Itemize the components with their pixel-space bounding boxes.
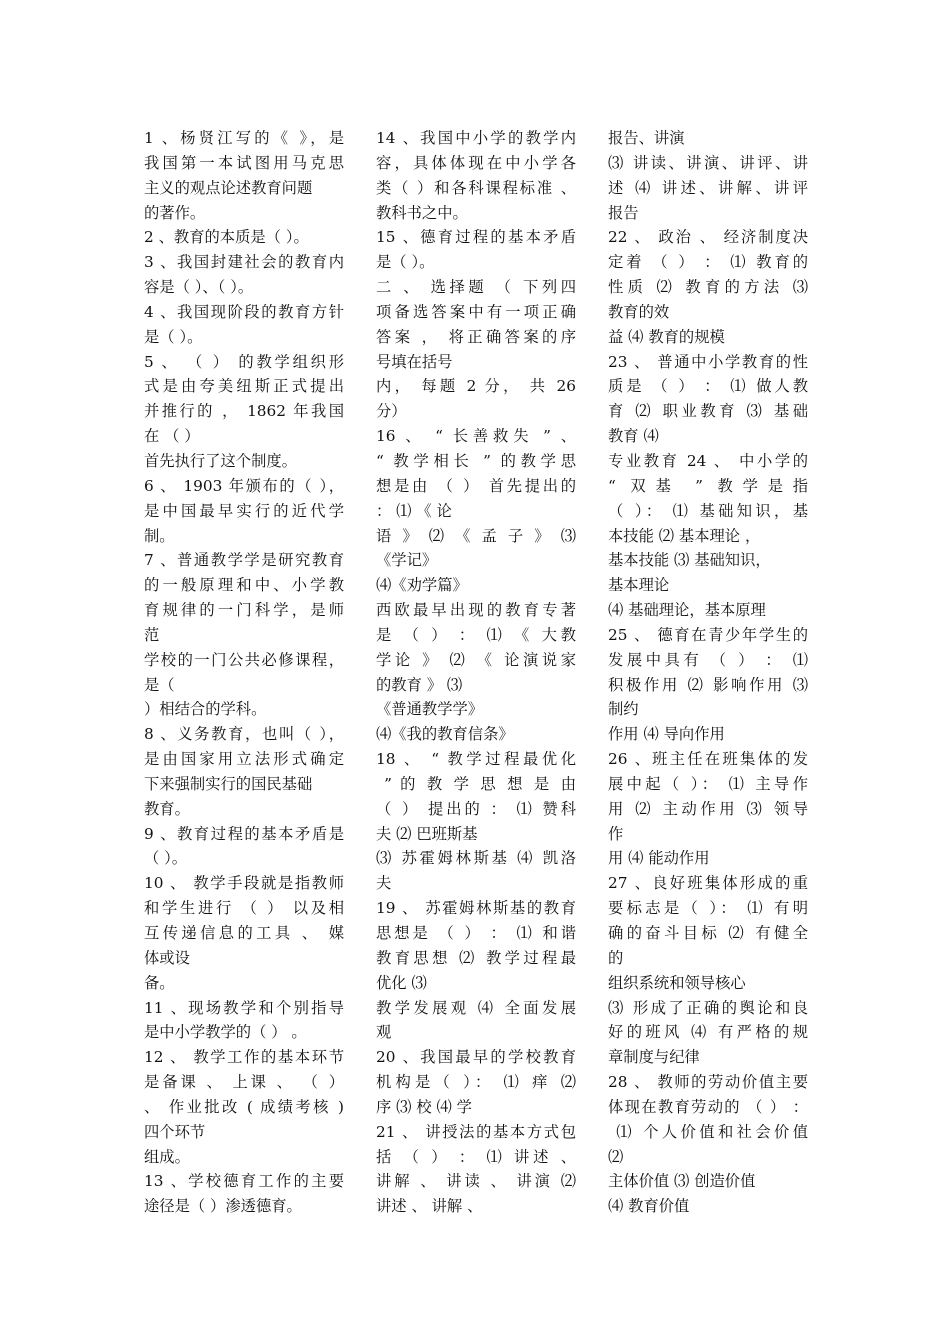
text-line: 教育 ⑷	[608, 427, 659, 446]
text-line: 互传递信息的工具 、 媒	[144, 924, 344, 942]
text-line: 报告、讲演	[608, 129, 685, 147]
text-line: 18 、 “ 教学过程最优化	[376, 750, 576, 769]
text-line: 是中国最早实行的近代学	[144, 501, 344, 520]
text-line: 12 、 教学工作的基本环节	[144, 1048, 344, 1067]
text-line: ” 的 教 学 思 想 是 由	[376, 774, 576, 793]
text-line: 教育思想 ⑵ 教学过程最	[376, 948, 576, 967]
text-line: 述 ⑷ 讲述、讲解、讲评	[608, 178, 808, 197]
text-line: 制。	[144, 526, 175, 545]
text-line: 章制度与纪律	[608, 1048, 700, 1067]
text-line: 是中小学教学的（ ） 。	[144, 1023, 307, 1042]
text-line: 7 、普通教学学是研究教育	[144, 551, 344, 570]
text-line: ⑴ 个人价值和社会价值	[608, 1122, 808, 1141]
text-line: 分）	[376, 402, 407, 421]
text-line: 是由国家用立法形式确定	[144, 750, 344, 769]
text-line: ⑶ 形成了正确的舆论和良	[608, 998, 808, 1017]
text-line: 用 ⑵ 主动作用 ⑶ 领导	[608, 799, 808, 818]
text-line: 主义的观点论述教育问题	[144, 178, 313, 197]
text-line: 23 、 普通中小学教育的性	[608, 352, 808, 371]
text-line: 内， 每题 2 分， 共 26	[376, 377, 576, 396]
text-line: 备。	[144, 973, 175, 992]
text-line: 四个环节	[144, 1122, 206, 1141]
text-line: 想是由 （ ） 首先提出的	[376, 476, 576, 495]
text-line: 的一般原理和中、小学教	[144, 576, 344, 595]
text-line: 和学生进行 （ ） 以及相	[144, 899, 344, 918]
text-line: （ ） 提出的 ： ⑴ 赞科	[376, 799, 576, 818]
text-line: 《普通教学学》	[376, 700, 484, 719]
text-line: 组成。	[144, 1147, 190, 1166]
text-line: 10 、 教学手段就是指教师	[144, 874, 344, 893]
text-line: 学论 》 ⑵ 《 论演说家	[376, 650, 576, 669]
text-line: 容，具体体现在中小学各	[376, 153, 576, 172]
text-line: ⑵	[608, 1147, 624, 1166]
text-line: 确的奋斗目标 ⑵ 有健全	[608, 924, 808, 942]
text-line: 思想是 （ ） ： ⑴ 和谐	[376, 924, 576, 942]
text-line: 21 、 讲授法的基本方式包	[376, 1122, 576, 1141]
text-line: （ ）： ⑴ 基础知识，基	[608, 501, 808, 520]
text-line: ⑷《我的教育信条》	[376, 725, 514, 744]
text-line: 4 、我国现阶段的教育方针	[144, 302, 344, 321]
text-line: 教育的效	[608, 302, 670, 321]
text-line: 22 、 政治 、 经济制度决	[608, 228, 808, 247]
text-line: 1 、杨贤江写的《 》，是	[144, 129, 344, 147]
text-line: 育规律的一门科学，是师	[144, 601, 344, 620]
text-line: 性质 ⑵ 教育的方法 ⑶	[608, 278, 808, 297]
text-line: 教育。	[144, 799, 190, 818]
text-line: 5 、 （ ） 的教学组织形	[144, 352, 344, 371]
text-line: 质是 （ ） ： ⑴ 做人教	[608, 377, 808, 396]
text-line: 讲解 、 讲读 、 讲演 ⑵	[376, 1172, 576, 1191]
text-line: 学校的一门公共必修课程，	[144, 650, 344, 669]
text-line: 首先执行了这个制度。	[144, 451, 297, 470]
text-line: 要标志是（ ）： ⑴ 有明	[608, 899, 808, 918]
text-line: ）相结合的学科。	[144, 700, 267, 719]
text-line: 观	[376, 1023, 392, 1042]
text-column-3	[608, 126, 813, 1219]
text-line: 发展中具有 （ ） ： ⑴	[608, 650, 808, 669]
text-line: 是（ ）。	[376, 253, 435, 272]
text-line: 优化 ⑶	[376, 973, 427, 992]
text-line: 、 作业批改 ( 成绩考核 )	[144, 1097, 344, 1116]
text-line: 是（ ）。	[144, 327, 203, 346]
text-line: “ 双基 ” 教学是指	[608, 476, 808, 495]
text-column-2	[376, 126, 581, 1219]
text-line: 主体价值 ⑶ 创造价值	[608, 1172, 756, 1191]
text-line: 括 （ ） ： ⑴ 讲述 、	[376, 1147, 576, 1166]
text-line: ⑷ 教育价值	[608, 1197, 690, 1216]
text-line: 夫	[376, 874, 392, 893]
text-line: 积极作用 ⑵ 影响作用 ⑶	[608, 675, 808, 694]
text-line: 作用 ⑷ 导向作用	[608, 725, 725, 744]
text-line: 19 、 苏霍姆林斯基的教育	[376, 899, 576, 918]
text-line: ： ⑴ 《 论	[376, 501, 452, 520]
text-line: ⑶ 讲读、讲演、讲评、讲	[608, 153, 808, 172]
text-line: 二 、 选择题 （ 下列四	[376, 278, 576, 297]
text-line: 基本理论	[608, 576, 670, 595]
text-line: 是 （ ） ： ⑴ 《 大教	[376, 625, 576, 644]
text-line: ⑷ 基础理论，基本原理	[608, 601, 766, 620]
text-line: 14 、我国中小学的教学内	[376, 129, 576, 147]
text-line: 2 、教育的本质是（ ）。	[144, 228, 309, 247]
text-line: 用 ⑷ 能动作用	[608, 849, 710, 868]
text-line: 27 、良好班集体形成的重	[608, 874, 808, 893]
text-line: 28 、 教师的劳动价值主要	[608, 1073, 808, 1092]
text-line: 体现在教育劳动的 （ ） ：	[608, 1097, 808, 1116]
text-line: ⑷《劝学篇》	[376, 576, 468, 595]
text-line: 体或设	[144, 948, 190, 967]
text-line: 答案 ， 将正确答案的序	[376, 327, 576, 346]
text-line: 序 ⑶ 校 ⑷ 学	[376, 1097, 472, 1116]
text-line: 机构是（ ）： ⑴ 痒 ⑵	[376, 1073, 576, 1092]
text-line: 11 、现场教学和个别指导	[144, 998, 344, 1017]
text-line: 在 （ ）	[144, 427, 200, 446]
text-line: 语 》 ⑵ 《 孟 子 》 ⑶	[376, 526, 576, 545]
text-line: 20 、我国最早的学校教育	[376, 1048, 576, 1067]
text-line: 是备课 、 上课 、 （ ）	[144, 1073, 344, 1092]
text-line: 16 、 “ 长善救失 ” 、	[376, 427, 576, 446]
text-line: 西欧最早出现的教育专著	[376, 601, 576, 620]
text-line: 讲述 、 讲解 、	[376, 1197, 483, 1216]
text-column-1	[144, 126, 349, 1219]
text-line: 容是（ ）、（ ）。	[144, 278, 254, 297]
text-line: 15 、德育过程的基本矛盾	[376, 228, 576, 247]
text-line: “ 教学相长 ” 的教学思	[376, 451, 576, 470]
text-line: 26 、班主任在班集体的发	[608, 750, 808, 769]
text-line: 9 、教育过程的基本矛盾是	[144, 824, 344, 843]
text-line: 专业教育 24 、 中小学的	[608, 451, 808, 470]
text-line: 教学发展观 ⑷ 全面发展	[376, 998, 576, 1017]
text-line: 报告	[608, 203, 639, 222]
text-line: 范	[144, 625, 160, 644]
text-line: 式是由夸美纽斯正式提出	[144, 377, 344, 396]
text-line: 途径是（ ）渗透德育。	[144, 1197, 302, 1216]
text-line: 教科书之中。	[376, 203, 468, 222]
text-line: 我国第一本试图用马克思	[144, 153, 344, 172]
text-line: 育 ⑵ 职业教育 ⑶ 基础	[608, 402, 808, 421]
text-line: （ ）。	[144, 849, 188, 868]
text-line: 《学记》	[376, 551, 438, 570]
text-line: 的著作。	[144, 203, 206, 222]
text-line: 3 、我国封建社会的教育内	[144, 253, 344, 272]
text-line: 25 、 德育在青少年学生的	[608, 625, 808, 644]
text-line: ⑶ 苏霍姆林斯基 ⑷ 凯洛	[376, 849, 576, 868]
text-line: 组织系统和领导核心	[608, 973, 746, 992]
text-line: 制约	[608, 700, 639, 719]
text-line: 夫 ⑵ 巴班斯基	[376, 824, 478, 843]
text-line: 6 、 1903 年颁布的（ ），	[144, 476, 344, 495]
text-line: 8 、义务教育，也叫（ ），	[144, 725, 344, 744]
text-line: 基本技能 ⑶ 基础知识，	[608, 551, 771, 570]
text-line: 本技能 ⑵ 基本理论 ，	[608, 526, 761, 545]
text-line: 13 、学校德育工作的主要	[144, 1172, 344, 1191]
text-line: 的教育 》 ⑶	[376, 675, 463, 694]
text-line: 类（ ）和各科课程标准 、	[376, 178, 576, 197]
text-line: 号填在括号	[376, 352, 453, 371]
text-line: 并推行的 ， 1862 年我国	[144, 402, 344, 421]
text-line: 益 ⑷ 教育的规模	[608, 327, 725, 346]
text-line: 定着 （ ） ： ⑴ 教育的	[608, 253, 808, 272]
text-line: 项备选答案中有一项正确	[376, 302, 576, 321]
text-line: 下来强制实行的国民基础	[144, 774, 313, 793]
text-line: 展中起（ ）： ⑴ 主导作	[608, 774, 808, 793]
text-line: 作	[608, 824, 624, 843]
text-line: 好的班风 ⑷ 有严格的规	[608, 1023, 808, 1042]
text-line: 的	[608, 948, 624, 967]
text-line: 是（	[144, 675, 175, 694]
